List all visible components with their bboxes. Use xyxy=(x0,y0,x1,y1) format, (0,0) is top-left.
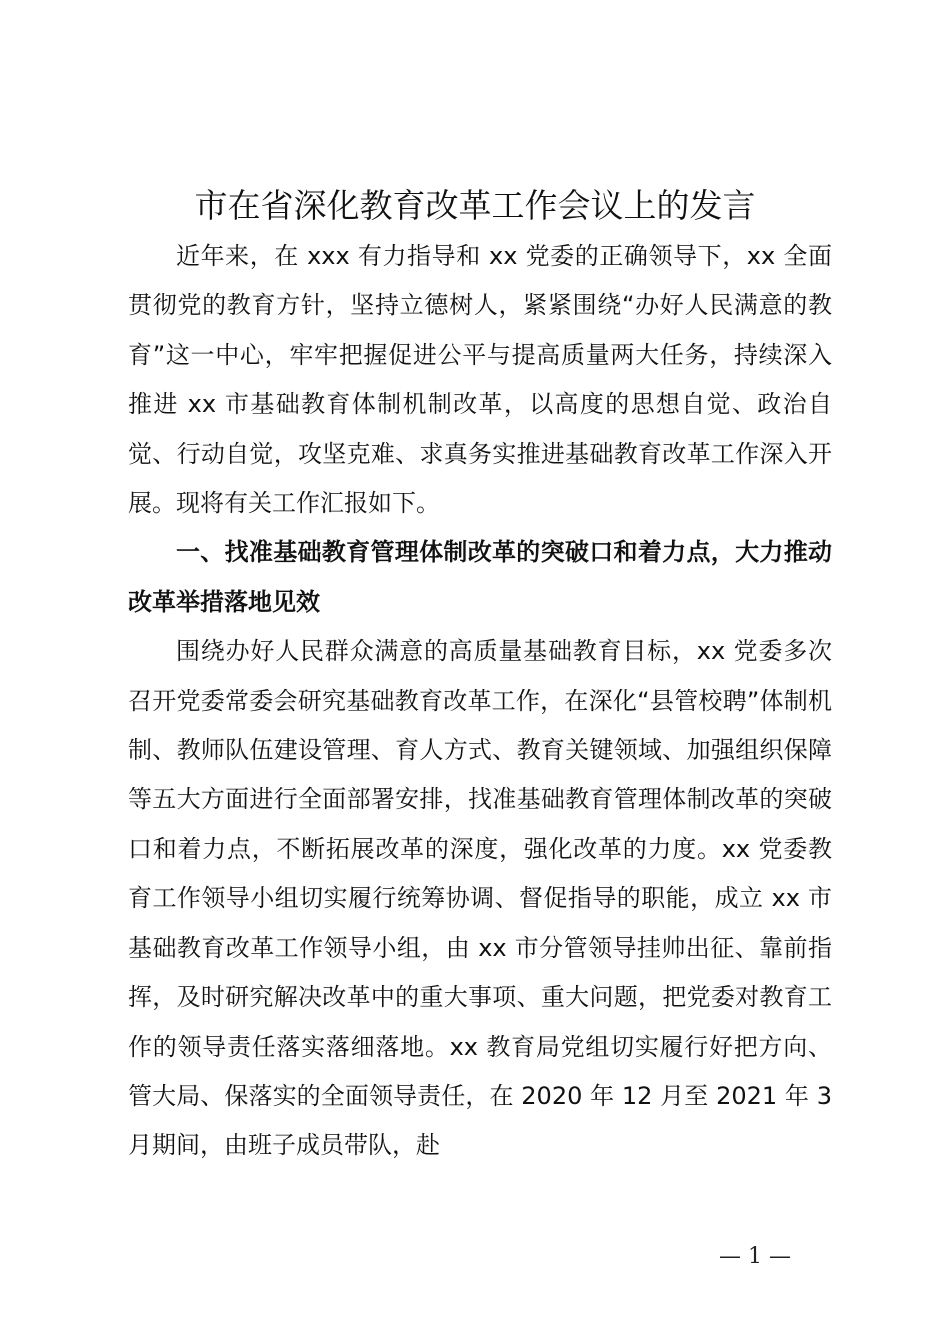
page-number: — 1 — xyxy=(719,1244,791,1269)
document-title: 市在省深化教育改革工作会议上的发言 xyxy=(194,186,756,225)
paragraph-intro: 近年来，在 xxx 有力指导和 xx 党委的正确领导下，xx 全面贯彻党的教育方针，坚持立德树人，紧紧围绕“办好人民满意的教育”这一中心，牢牢把握促进公平与提高质量两大任务，持续深入推进 xx 市基础教育体制机制改革，以高度的思想自觉、政治自觉、行动自觉，攻坚克难、求真务实推进基础教育改革工作深入开展。现将有关工作汇报如下。 xyxy=(128,242,832,518)
document-body xyxy=(128,232,832,1171)
section-heading-1: 一、找准基础教育管理体制改革的突破口和着力点，大力推动改革举措落地见效 xyxy=(128,538,832,616)
paragraph-section-1: 围绕办好人民群众满意的高质量基础教育目标，xx 党委多次召开党委常委会研究基础教育改革工作，在深化“县管校聘”体制机制、教师队伍建设管理、育人方式、教育关键领域、加强组织保障等五大方面进行全面部署安排，找准基础教育管理体制改革的突破口和着力点，不断拓展改革的深度，强化改革的力度。xx 党委教育工作领导小组切实履行统筹协调、督促指导的职能，成立 xx 市基础教育改革工作领导小组，由 xx 市分管领导挂帅出征、靠前指挥，及时研究解决改革中的重大事项、重大问题，把党委对教育工作的领导责任落实落细落地。xx 教育局党组切实履行好把方向、管大局、保落实的全面领导责任，在 2020 年 12 月至 2021 年 3 月期间，由班子成员带队，赴 xyxy=(128,637,832,1160)
